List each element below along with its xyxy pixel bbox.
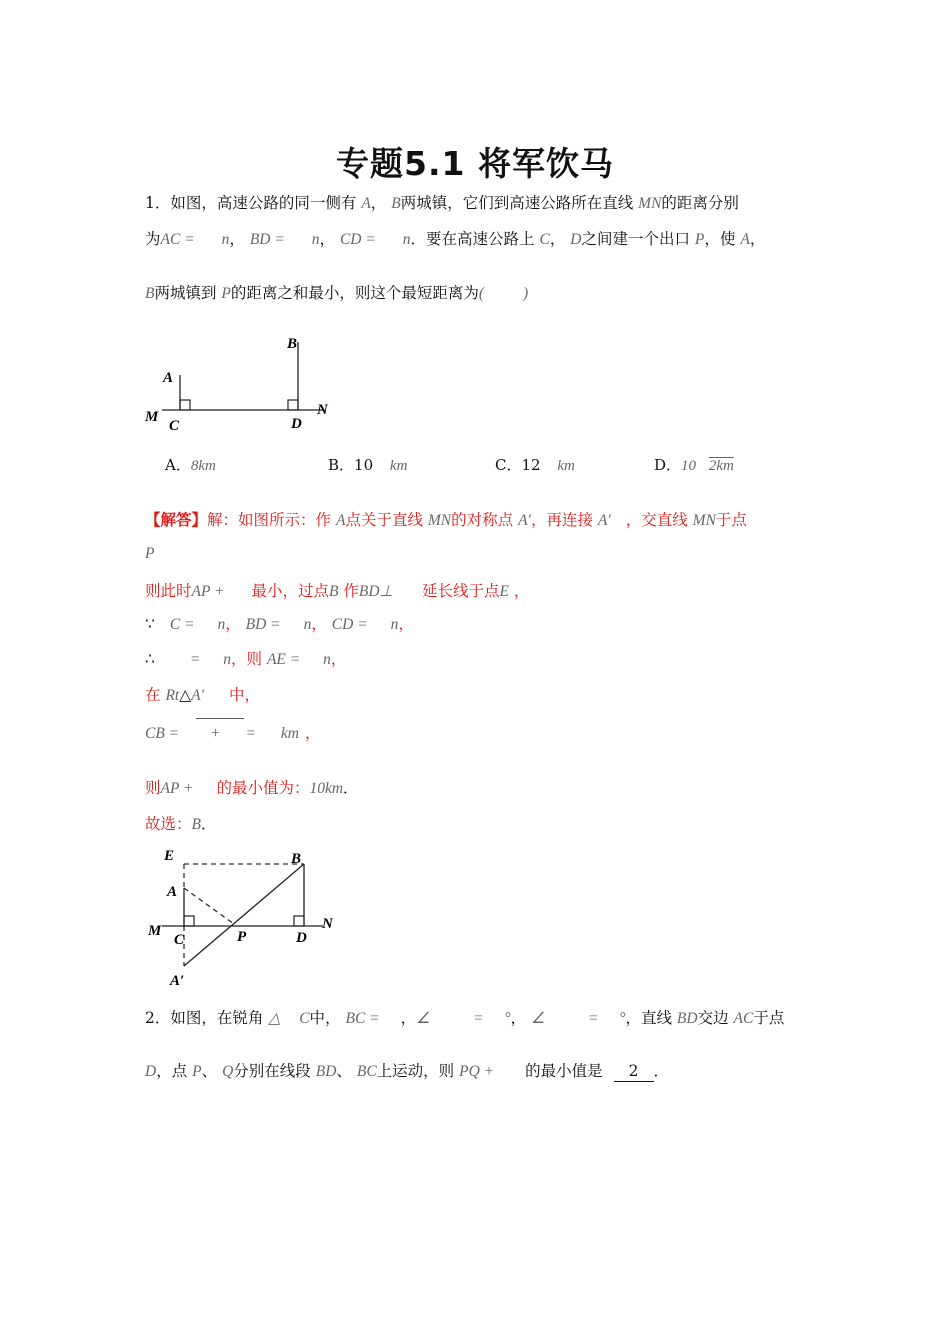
solution-line-4: ∵ C = n， BD = n， CD = n， bbox=[145, 615, 414, 633]
fig1-label-B: B bbox=[287, 336, 298, 352]
option-a[interactable]: A．8km bbox=[165, 456, 216, 474]
fig2-label-C: C bbox=[174, 932, 185, 948]
fig1-label-M: M bbox=[145, 409, 159, 425]
fig1-label-D: D bbox=[291, 416, 302, 432]
q2-line-2: D，点 P、 Q分别在线段 BD、 BC上运动，则 PQ + 的最小值是 2 ． bbox=[145, 1062, 670, 1080]
solution-line-8: 则AP + 的最小值为：10km． bbox=[145, 779, 359, 797]
fig1-label-C: C bbox=[169, 418, 180, 434]
solution-line-3: 则此时AP + 最小，过点B 作BD⊥ 延长线于点E ， bbox=[145, 582, 530, 600]
figure-2 bbox=[140, 840, 340, 990]
option-b[interactable]: B．10 km bbox=[328, 456, 408, 474]
figure-1 bbox=[140, 330, 340, 440]
fig2-label-E: E bbox=[164, 848, 175, 864]
page-title: 专题5.1 将军饮马 bbox=[336, 144, 614, 183]
q2-number: 2． bbox=[145, 1009, 171, 1027]
sqrt-bar bbox=[196, 718, 244, 719]
solution-line-1: 【解答】解：如图所示：作 A点关于直线 MN的对称点 A′，再连接 A′ ，交直线 MN于点 bbox=[145, 510, 747, 529]
solution-line-6: 在 Rt△A′ 中， bbox=[145, 686, 260, 704]
option-d[interactable]: D．10 2km bbox=[654, 456, 734, 474]
fig2-label-M: M bbox=[148, 923, 162, 939]
fig2-label-N: N bbox=[322, 916, 333, 932]
fig2-label-P: P bbox=[237, 929, 247, 945]
fig2-label-B: B bbox=[291, 851, 302, 867]
q1-number: 1． bbox=[145, 194, 171, 212]
q1-line-1: 1．如图，高速公路的同一侧有 A， B两城镇，它们到高速公路所在直线 MN的距离分别 bbox=[145, 194, 739, 212]
fig2-label-A: A bbox=[167, 884, 178, 900]
solution-line-9: 故选：B． bbox=[145, 815, 217, 833]
q2-line-1: 2．如图，在锐角 △ C中， BC = ，∠ = °， ∠ = °，直线 BD交边 AC于点 bbox=[145, 1009, 785, 1027]
solution-line-2: P bbox=[145, 545, 155, 562]
q2-answer: 2 bbox=[614, 1061, 654, 1082]
fig1-label-N: N bbox=[317, 402, 328, 418]
fig2-label-D: D bbox=[296, 930, 307, 946]
option-c[interactable]: C．12 km bbox=[495, 456, 575, 474]
fig1-label-A: A bbox=[163, 370, 174, 386]
q1-line-2: 为AC = n， BD = n， CD = n．要在高速公路上 C， D之间建一个出口 P，使 A， bbox=[145, 230, 766, 248]
solution-line-5: ∴ = n，则 AE = n， bbox=[145, 650, 347, 668]
q1-line-3: B两城镇到 P的距离之和最小，则这个最短距离为( ) bbox=[145, 284, 529, 302]
fig2-label-A-prime: A′ bbox=[170, 973, 185, 989]
solution-tag: 【解答】 bbox=[145, 510, 208, 529]
solution-line-7: CB = + = km ， bbox=[145, 724, 321, 742]
